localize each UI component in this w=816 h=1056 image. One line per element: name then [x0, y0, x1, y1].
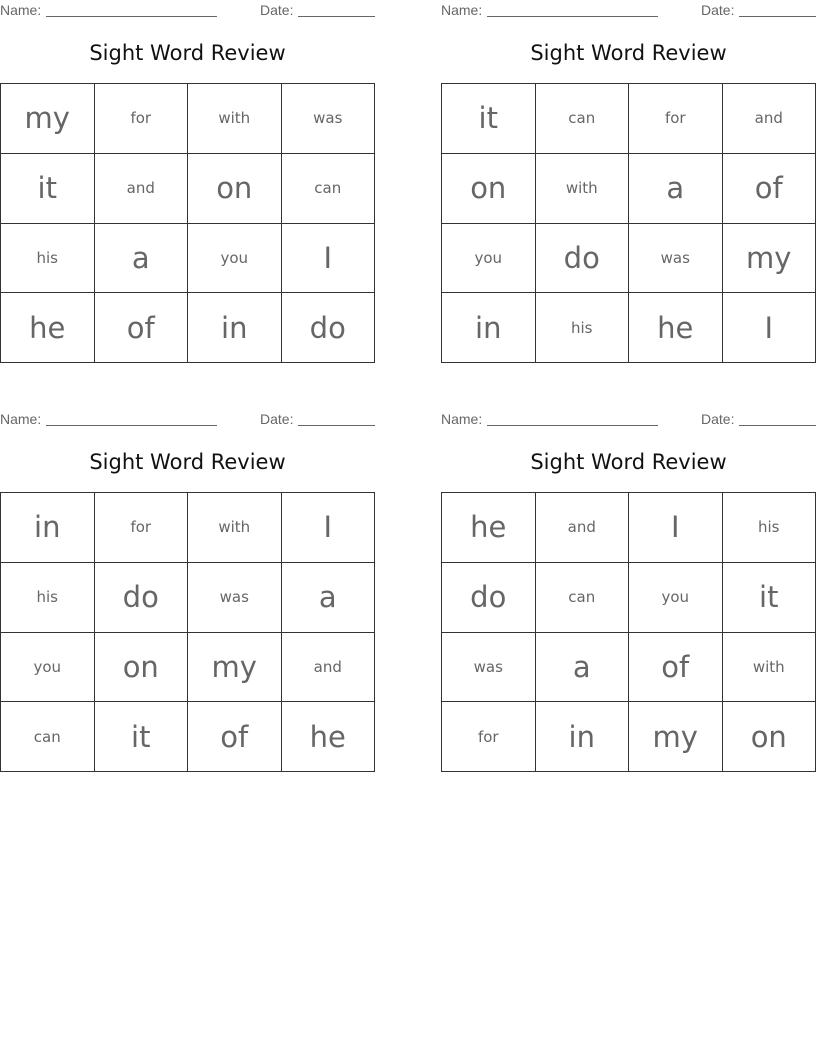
date-blank-line	[739, 2, 816, 17]
word-cell: he	[1, 293, 95, 363]
word-cell: my	[1, 84, 95, 154]
word-cell: do	[95, 563, 189, 633]
name-blank-line	[46, 2, 217, 17]
word-cell: you	[188, 224, 282, 294]
word-cell: you	[1, 633, 95, 703]
word-cell: in	[442, 293, 536, 363]
word-cell: with	[536, 154, 630, 224]
word-cell: and	[723, 84, 816, 154]
word-cell: do	[442, 563, 536, 633]
word-cell: can	[1, 702, 95, 772]
name-blank-line	[487, 411, 658, 426]
date-label: Date:	[260, 411, 294, 427]
word-cell: on	[442, 154, 536, 224]
worksheet-title: Sight Word Review	[530, 450, 727, 474]
word-grid	[0, 492, 375, 772]
word-cell: a	[282, 563, 376, 633]
word-cell: a	[95, 224, 189, 294]
word-cell: I	[629, 493, 723, 563]
word-cell: his	[536, 293, 630, 363]
word-cell: in	[1, 493, 95, 563]
word-cell: a	[629, 154, 723, 224]
word-cell: on	[95, 633, 189, 703]
word-cell: can	[282, 154, 376, 224]
word-cell: can	[536, 563, 630, 633]
word-cell: do	[536, 224, 630, 294]
word-cell: my	[723, 224, 816, 294]
word-cell: his	[723, 493, 816, 563]
word-cell: my	[629, 702, 723, 772]
word-cell: of	[629, 633, 723, 703]
word-cell: I	[282, 224, 376, 294]
word-cell: and	[282, 633, 376, 703]
name-label: Name:	[0, 2, 42, 18]
date-label: Date:	[701, 411, 735, 427]
word-cell: on	[188, 154, 282, 224]
worksheet-card-1	[0, 0, 375, 365]
word-cell: and	[95, 154, 189, 224]
name-label: Name:	[0, 411, 42, 427]
word-cell: and	[536, 493, 630, 563]
word-cell: I	[282, 493, 376, 563]
worksheet-title: Sight Word Review	[530, 41, 727, 65]
word-cell: his	[1, 563, 95, 633]
word-cell: I	[723, 293, 816, 363]
word-cell: he	[442, 493, 536, 563]
word-cell: was	[629, 224, 723, 294]
word-cell: it	[1, 154, 95, 224]
name-label: Name:	[441, 411, 483, 427]
word-cell: it	[442, 84, 536, 154]
worksheet-card-3	[0, 409, 375, 774]
word-cell: on	[723, 702, 816, 772]
word-cell: a	[536, 633, 630, 703]
word-cell: of	[188, 702, 282, 772]
word-cell: with	[723, 633, 816, 703]
word-cell: my	[188, 633, 282, 703]
name-date-header	[0, 2, 375, 20]
word-cell: it	[723, 563, 816, 633]
word-cell: for	[95, 493, 189, 563]
word-cell: he	[629, 293, 723, 363]
date-label: Date:	[701, 2, 735, 18]
word-cell: in	[188, 293, 282, 363]
word-grid	[441, 492, 816, 772]
word-cell: you	[442, 224, 536, 294]
word-cell: was	[188, 563, 282, 633]
word-cell: with	[188, 84, 282, 154]
word-cell: he	[282, 702, 376, 772]
name-blank-line	[487, 2, 658, 17]
worksheet-card-4	[441, 409, 816, 774]
word-cell: of	[95, 293, 189, 363]
word-cell: for	[629, 84, 723, 154]
word-cell: you	[629, 563, 723, 633]
name-date-header	[0, 411, 375, 429]
date-blank-line	[298, 411, 375, 426]
worksheet-title: Sight Word Review	[89, 450, 286, 474]
name-blank-line	[46, 411, 217, 426]
word-cell: was	[282, 84, 376, 154]
word-cell: for	[442, 702, 536, 772]
word-cell: his	[1, 224, 95, 294]
word-cell: it	[95, 702, 189, 772]
date-blank-line	[739, 411, 816, 426]
word-cell: do	[282, 293, 376, 363]
date-label: Date:	[260, 2, 294, 18]
word-grid	[441, 83, 816, 363]
worksheet-title: Sight Word Review	[89, 41, 286, 65]
word-cell: of	[723, 154, 816, 224]
name-date-header	[441, 2, 816, 20]
word-cell: in	[536, 702, 630, 772]
name-date-header	[441, 411, 816, 429]
word-grid	[0, 83, 375, 363]
worksheet-card-2	[441, 0, 816, 365]
word-cell: with	[188, 493, 282, 563]
word-cell: can	[536, 84, 630, 154]
date-blank-line	[298, 2, 375, 17]
word-cell: for	[95, 84, 189, 154]
name-label: Name:	[441, 2, 483, 18]
word-cell: was	[442, 633, 536, 703]
